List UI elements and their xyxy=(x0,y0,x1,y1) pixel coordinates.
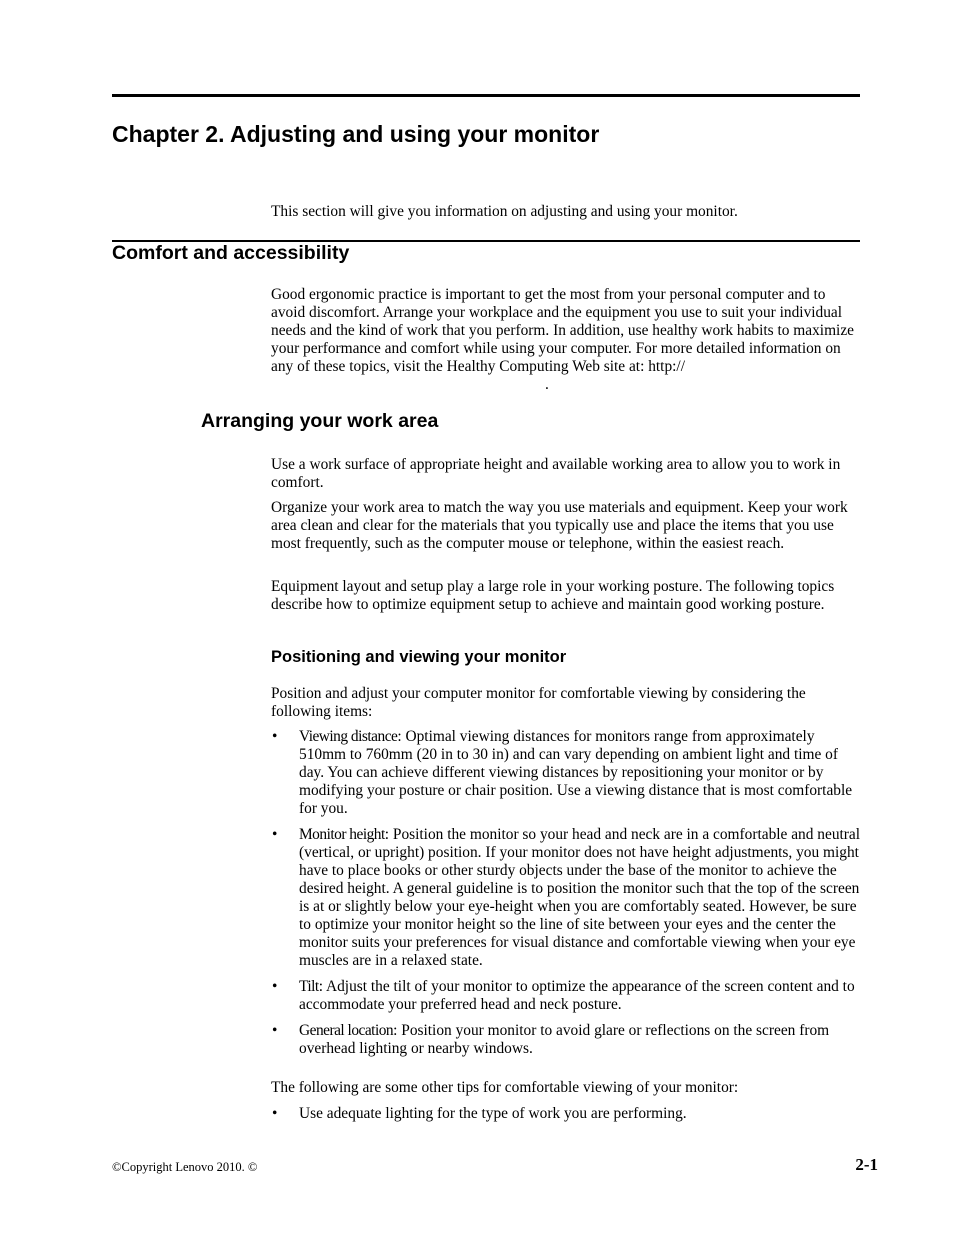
chapter-top-rule xyxy=(112,94,860,97)
positioning-items-list xyxy=(271,728,861,1058)
work-area-paragraph-2: Organize your work area to match the way you use materials and equipment. Keep your work area clean and clear for the materials that you typically use and place the items that you use most frequently, such as the computer mouse or telephone, within the easiest reach. xyxy=(271,499,848,552)
footer-copyright: ©Copyright Lenovo 2010. © xyxy=(112,1160,258,1174)
item-text: : Position the monitor so your head and neck are in a comfortable and neutral (vertical, or upright) position. If your monitor does not have height adjustments, you might have to place books or other sturdy objects under the base of the monitor to achieve the desired height. A general guideline is to position the monitor such that the top of the screen is at or slightly below your eye-height when you are comfortably seated. However, be sure to optimize your monitor height so the line of site between your eyes and the center the monitor suits your preferences for visual distance and comfortable viewing when your eye muscles are in a relaxed state. xyxy=(299,826,861,969)
work-area-paragraph-1: Use a work surface of appropriate height and available working area to allow you to work in comfort. xyxy=(271,456,841,491)
comfort-paragraph xyxy=(271,286,861,394)
section-title-comfort: Comfort and accessibility xyxy=(112,242,350,264)
item-text: : Optimal viewing distances for monitors range from approximately 510mm to 760mm (20 in to 30 in) and can vary depending on ambient light and time of day. You can achieve different viewing distances by repositioning your monitor or by modifying your posture or chair position. Use a viewing distance that is most comfortable for you. xyxy=(299,728,853,817)
comfort-paragraph-end: . xyxy=(545,376,549,393)
bullet: • xyxy=(272,978,278,995)
chapter-intro: This section will give you information on adjusting and using your monitor. xyxy=(271,203,738,220)
tips-intro: The following are some other tips for comfortable viewing of your monitor: xyxy=(271,1079,739,1096)
list-item-viewing-distance xyxy=(271,728,861,818)
item-text: : Position your monitor to avoid glare or reflections on the screen from overhead lighting or nearby windows. xyxy=(299,1022,830,1057)
term-tilt: Tilt xyxy=(299,978,319,995)
subsubsection-title-positioning: Positioning and viewing your monitor xyxy=(271,648,567,666)
bullet: • xyxy=(272,826,278,843)
work-area-paragraph-3: Equipment layout and setup play a large role in your working posture. The following topics describe how to optimize equipment setup to achieve and maintain good working posture. xyxy=(271,578,835,613)
page-number: 2-1 xyxy=(855,1155,878,1174)
tips-list xyxy=(271,1105,861,1123)
tip-text: Use adequate lighting for the type of work you are performing. xyxy=(299,1105,687,1122)
term-viewing-distance: Viewing distance xyxy=(299,728,398,745)
comfort-paragraph-text: Good ergonomic practice is important to get the most from your personal computer and to avoid discomfort. Arrange your workplace and the equipment you use to suit your individual needs and the kind of work that you perform. In addition, use healthy work habits to maximize your performance and comfort while using your computer. For more detailed information on any of these topics, visit the Healthy Computing Web site at: http:// xyxy=(271,286,854,375)
positioning-intro: Position and adjust your computer monitor for comfortable viewing by considering the following items: xyxy=(271,685,806,720)
item-text: : Adjust the tilt of your monitor to optimize the appearance of the screen content and to accommodate your preferred head and neck posture. xyxy=(299,978,855,1013)
bullet: • xyxy=(272,1022,278,1039)
term-general-location: General location xyxy=(299,1022,394,1039)
list-item-tilt xyxy=(271,978,861,1014)
subsection-title-work-area: Arranging your work area xyxy=(201,410,439,432)
bullet: • xyxy=(272,1105,278,1122)
list-item-tip xyxy=(271,1105,861,1123)
list-item-monitor-height xyxy=(271,826,861,970)
list-item-general-location xyxy=(271,1022,861,1058)
term-monitor-height: Monitor height xyxy=(299,826,385,843)
chapter-title: Chapter 2. Adjusting and using your monitor xyxy=(112,121,600,147)
bullet: • xyxy=(272,728,278,745)
